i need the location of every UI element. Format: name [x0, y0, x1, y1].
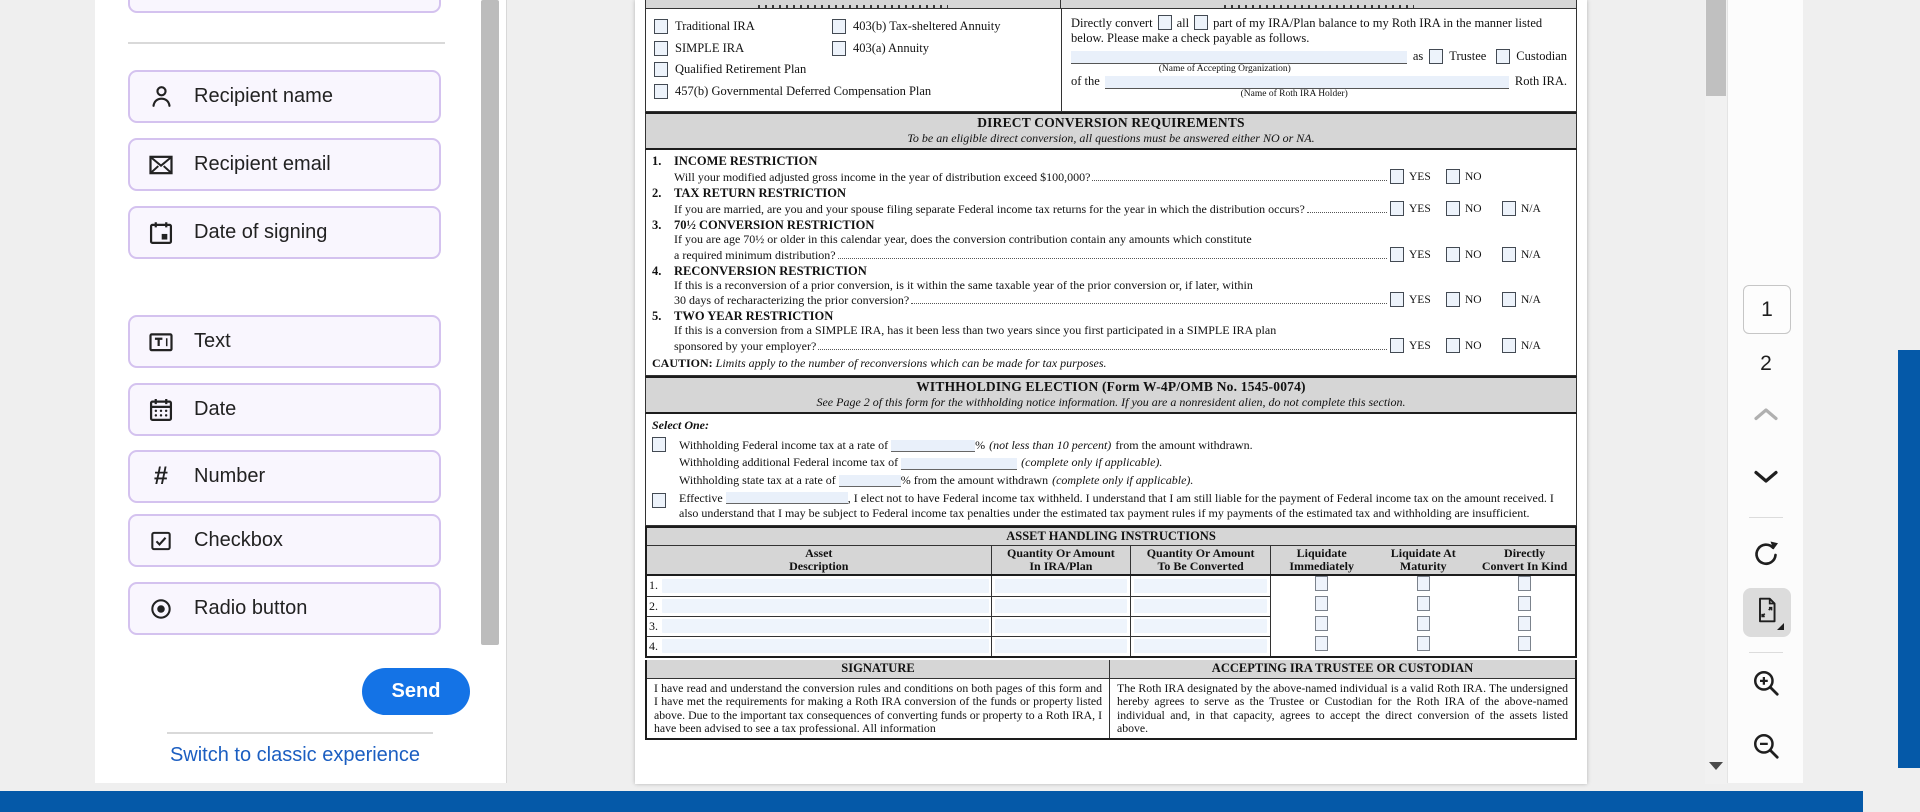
plan-label: 457(b) Governmental Deferred Compensation Plan [675, 83, 932, 98]
quantity-in-plan-field[interactable] [995, 599, 1128, 613]
plan-type-section [645, 9, 1577, 112]
signature-section [645, 660, 1577, 740]
quantity-in-plan-field[interactable] [995, 619, 1128, 633]
sidebar-item-label: Date [194, 398, 237, 420]
plan-option [654, 84, 931, 99]
checkbox-icon [146, 526, 176, 556]
option-text: from the amount withdrawn. [1115, 437, 1253, 452]
accepting-text: The Roth IRA designated by the above-named individual is a valid Roth IRA. The undersigned hereby agrees to serve as the Trustee or Custodian for the Roth IRA of the above-named individual and, in that capacity, agrees to accept the direct conversion of the assets listed above. [1117, 681, 1568, 735]
custodian-label: Custodian [1516, 49, 1567, 63]
sidebar-item-date[interactable] [128, 383, 441, 436]
column-header: Asset Description [646, 546, 991, 576]
footer-divider [167, 732, 433, 734]
simple-ira-checkbox[interactable] [654, 41, 668, 56]
convert-in-kind-checkbox[interactable] [1518, 636, 1531, 651]
withhold-rate-checkbox[interactable] [652, 437, 666, 452]
quantity-converted-field[interactable] [1134, 579, 1267, 593]
zoom-out-button[interactable] [1728, 731, 1804, 766]
column-header: Quantity Or Amount In IRA/Plan [991, 546, 1131, 576]
option-text: , I elect not to have Federal income tax withheld. I understand that I am still liable for the payment of Federal income tax on the amount received. I also understand that I may be subject to Federal income tax penalties under the estimated tax payment rules if my payments of the estimated tax and withholding are insufficient. [679, 491, 1554, 520]
field-pill-clipped[interactable] [128, 0, 441, 13]
option-note: (complete only if applicable). [1052, 472, 1194, 487]
row-number: 1. [649, 578, 658, 593]
liquidate-maturity-checkbox[interactable] [1417, 636, 1430, 651]
sidebar-divider [128, 42, 445, 44]
asset-row-1 [646, 575, 1576, 596]
liquidate-immediately-checkbox[interactable] [1315, 636, 1328, 651]
na-label: N/A [1521, 248, 1541, 261]
convert-text: Directly convert [1071, 16, 1153, 30]
option-text: Withholding additional Federal income tax of [679, 455, 899, 469]
sidebar-item-label: Number [194, 465, 266, 487]
envelope-icon [146, 150, 176, 180]
sidebar-item-label: Radio button [194, 597, 308, 619]
item-question: a required minimum distribution? [674, 247, 836, 262]
direct-conversion-body [645, 150, 1577, 376]
item-question: If you are age 70½ or older in this calendar year, does the conversion contribution contain any amounts which constitute [674, 232, 1252, 246]
rail-divider [1749, 652, 1783, 653]
previous-page-button[interactable] [1728, 405, 1804, 428]
person-icon [146, 82, 176, 112]
option-text: Withholding state tax at a rate of [679, 472, 836, 487]
sidebar-item-checkbox[interactable] [128, 514, 441, 567]
q3-na-checkbox[interactable] [1502, 247, 1516, 262]
no-label: NO [1465, 248, 1482, 261]
item-title: RECONVERSION RESTRICTION [674, 263, 867, 278]
q2-yes-checkbox[interactable] [1390, 201, 1404, 216]
asset-description-field[interactable] [662, 599, 989, 613]
calendar-icon [146, 395, 176, 425]
dropdown-corner-triangle [1777, 623, 1784, 630]
section-title: DIRECT CONVERSION REQUIREMENTS [977, 115, 1245, 130]
zoom-out-icon [1751, 731, 1781, 766]
457b-plan-checkbox[interactable] [654, 84, 668, 99]
sidebar-item-label: Text [194, 330, 231, 352]
quantity-in-plan-field[interactable] [995, 579, 1128, 593]
liquidate-maturity-checkbox[interactable] [1417, 596, 1430, 611]
asset-description-field[interactable] [662, 639, 989, 653]
section-subtitle: See Page 2 of this form for the withholding notice information. If you are a nonresident alien, do not complete this section. [816, 394, 1406, 409]
page-tools-rail [1727, 0, 1803, 783]
quantity-in-plan-field[interactable] [995, 639, 1128, 653]
item-title: TAX RETURN RESTRICTION [674, 186, 847, 200]
next-page-button[interactable] [1728, 468, 1804, 491]
withholding-option-rate [652, 437, 1568, 453]
asset-description-field[interactable] [662, 619, 989, 633]
state-percent-field[interactable] [839, 475, 901, 487]
document-scrollbar-thumb[interactable] [1706, 0, 1726, 96]
no-label: NO [1465, 294, 1482, 306]
sidebar-item-radio-button[interactable] [128, 582, 441, 635]
403b-annuity-checkbox[interactable] [832, 19, 846, 34]
section-subtitle: To be an eligible direct conversion, all questions must be answered either NO or NA. [907, 131, 1315, 145]
quantity-converted-field[interactable] [1134, 639, 1267, 653]
dotted-leader [838, 258, 1387, 259]
item-question: If this is a conversion from a SIMPLE IRA, has it been less than two years since you first participated in a SIMPLE IRA plan [674, 323, 1277, 337]
convert-all-label: all [1176, 16, 1190, 30]
option-note: (not less than 10 percent) [989, 437, 1112, 452]
sidebar-item-text[interactable] [128, 315, 441, 368]
text-icon [146, 327, 176, 357]
q5-yes-checkbox[interactable] [1390, 338, 1404, 353]
scrollbar-down-arrow-icon[interactable] [1709, 762, 1723, 770]
liquidate-immediately-checkbox[interactable] [1315, 576, 1328, 591]
calendar-sign-icon [146, 218, 176, 248]
select-one-label: Select One: [652, 417, 709, 432]
q5-na-checkbox[interactable] [1502, 338, 1516, 353]
direct-convert-instructions [1061, 9, 1576, 111]
rotate-page-button[interactable] [1728, 540, 1804, 575]
additional-amount-field[interactable] [901, 458, 1017, 470]
clipped-text [758, 5, 948, 8]
of-the-label: of the [1071, 74, 1100, 88]
caution-text: Limits apply to the number of reconversions which can be made for tax purposes. [715, 355, 1107, 370]
asset-row-3 [646, 616, 1576, 636]
liquidate-immediately-checkbox[interactable] [1315, 616, 1328, 631]
sidebar-item-date-of-signing[interactable] [128, 206, 441, 259]
column-header: Quantity Or Amount To Be Converted [1131, 546, 1271, 576]
item-question: If this is a reconversion of a prior conversion, is it within the same taxable year of the prior conversion or, if later, within [674, 277, 1253, 292]
pdf-page [635, 0, 1587, 784]
dotted-leader [818, 349, 1387, 350]
page-2-thumbnail[interactable]: 2 [1760, 352, 1772, 375]
asset-row-2 [646, 596, 1576, 616]
question-item-1 [652, 154, 1568, 184]
item-title: INCOME RESTRICTION [674, 154, 818, 168]
caution-label: CAUTION: [652, 355, 713, 370]
withholding-header [645, 376, 1577, 414]
send-button[interactable]: Send [362, 668, 470, 715]
zoom-in-button[interactable] [1728, 668, 1804, 703]
item-title: 70½ CONVERSION RESTRICTION [674, 218, 875, 232]
asset-description-field[interactable] [662, 579, 989, 593]
document-scrollbar[interactable] [1705, 0, 1727, 784]
signature-title: SIGNATURE [647, 660, 1109, 679]
fields-sidebar [95, 0, 507, 783]
item-number: 1. [652, 154, 662, 168]
section-title: WITHHOLDING ELECTION (Form W-4P/OMB No. 1545-0074) [916, 378, 1306, 394]
convert-part-checkbox[interactable] [1194, 15, 1208, 30]
trustee-label: Trustee [1449, 49, 1487, 63]
question-item-5 [652, 309, 1568, 353]
na-label: N/A [1521, 294, 1541, 306]
clipped-text [1224, 5, 1414, 8]
table-title: ASSET HANDLING INSTRUCTIONS [646, 527, 1576, 546]
no-label: NO [1465, 339, 1482, 352]
yes-label: YES [1409, 171, 1431, 183]
item-question: sponsored by your employer? [674, 338, 817, 353]
dotted-leader [1307, 212, 1387, 213]
item-question: If you are married, are you and your spouse filing separate Federal income tax returns for the year in which the distribution occurs? [674, 202, 1305, 216]
asset-handling-table [645, 526, 1577, 658]
rotate-icon [1751, 540, 1781, 575]
roth-ira-label: Roth IRA. [1514, 74, 1567, 88]
quantity-converted-field[interactable] [1134, 599, 1267, 613]
sidebar-item-recipient-name[interactable] [128, 70, 441, 123]
na-label: N/A [1521, 203, 1541, 215]
plan-option [832, 19, 1000, 34]
sidebar-item-label: Checkbox [194, 529, 283, 551]
withholding-option-additional [652, 456, 1568, 470]
column-header: Liquidate At Maturity [1372, 546, 1474, 576]
withholding-body [645, 414, 1577, 527]
q3-no-checkbox[interactable] [1446, 247, 1460, 262]
row-number: 4. [649, 638, 658, 653]
na-label: N/A [1521, 339, 1541, 352]
sidebar-item-recipient-email[interactable] [128, 138, 441, 191]
sidebar-scrollbar-thumb[interactable] [481, 0, 499, 645]
dotted-leader [1092, 180, 1387, 181]
convert-in-kind-checkbox[interactable] [1518, 596, 1531, 611]
asset-row-4 [646, 636, 1576, 657]
column-header: Directly Convert In Kind [1474, 546, 1576, 576]
quantity-converted-field[interactable] [1134, 619, 1267, 633]
plan-option [832, 41, 929, 56]
liquidate-immediately-checkbox[interactable] [1315, 596, 1328, 611]
org-caption: (Name of Accepting Organization) [1158, 64, 1291, 74]
sidebar-item-label: Recipient name [194, 85, 333, 107]
page-display-mode-button[interactable] [1743, 588, 1791, 637]
option-text: Effective [679, 491, 723, 505]
option-text: % [975, 437, 986, 452]
option-note: (complete only if applicable). [1021, 455, 1163, 469]
roth-ira-holder-field[interactable] [1105, 76, 1509, 89]
q4-yes-checkbox[interactable] [1390, 292, 1404, 307]
no-withholding-checkbox[interactable] [652, 493, 666, 508]
question-item-3 [652, 218, 1568, 262]
accepting-title: ACCEPTING IRA TRUSTEE OR CUSTODIAN [1110, 660, 1575, 679]
clipped-section-header [645, 0, 1577, 9]
row-number: 3. [649, 618, 658, 633]
liquidate-maturity-checkbox[interactable] [1417, 616, 1430, 631]
no-label: NO [1465, 171, 1482, 183]
q1-no-checkbox[interactable] [1446, 169, 1460, 184]
liquidate-maturity-checkbox[interactable] [1417, 576, 1430, 591]
custodian-checkbox[interactable] [1496, 49, 1510, 64]
403a-annuity-checkbox[interactable] [832, 41, 846, 56]
item-title: TWO YEAR RESTRICTION [674, 309, 834, 323]
rate-percent-field[interactable] [891, 440, 975, 452]
holder-caption: (Name of Roth IRA Holder) [1240, 89, 1348, 99]
hash-icon: # [154, 462, 168, 490]
plan-label: 403(a) Annuity [853, 40, 930, 55]
item-number: 5. [652, 309, 662, 323]
table-header-row [646, 546, 1576, 576]
ira-conversion-form [645, 0, 1577, 740]
rail-divider [1749, 517, 1783, 518]
q2-na-checkbox[interactable] [1502, 201, 1516, 216]
sidebar-item-label: Date of signing [194, 221, 328, 243]
item-number: 3. [652, 218, 662, 232]
yes-label: YES [1409, 294, 1431, 306]
question-item-4 [652, 264, 1568, 308]
item-number: 2. [652, 186, 662, 200]
right-edge-panel [1898, 350, 1920, 768]
convert-text: part of my IRA/Plan balance to my Roth IRA in the manner listed below. Please make a check payable as follows. [1071, 16, 1543, 45]
effective-date-field[interactable] [726, 492, 848, 504]
footer-bar [0, 791, 1863, 812]
option-text: Withholding Federal income tax at a rate of [679, 437, 889, 452]
q5-no-checkbox[interactable] [1446, 338, 1460, 353]
convert-in-kind-checkbox[interactable] [1518, 576, 1531, 591]
chevron-up-icon [1752, 405, 1780, 428]
dotted-leader [911, 303, 1387, 304]
sidebar-item-number[interactable] [128, 450, 441, 503]
plan-option [654, 41, 832, 56]
sidebar-item-label: Recipient email [194, 153, 331, 175]
convert-all-checkbox[interactable] [1158, 15, 1172, 30]
zoom-in-icon [1751, 668, 1781, 703]
chevron-down-icon [1752, 468, 1780, 491]
accepting-organization-field[interactable] [1071, 51, 1407, 64]
traditional-ira-checkbox[interactable] [654, 19, 668, 34]
withholding-option-state [652, 474, 1568, 488]
q1-yes-checkbox[interactable] [1390, 169, 1404, 184]
caution-note [652, 356, 1568, 371]
q2-no-checkbox[interactable] [1446, 201, 1460, 216]
plan-option [654, 19, 832, 34]
radio-icon [146, 594, 176, 624]
plan-label: Traditional IRA [675, 19, 755, 34]
item-question: Will your modified adjusted gross income in the year of distribution exceed $100,000? [674, 170, 1091, 184]
signature-text: I have read and understand the conversion rules and conditions on both pages of this form and I have met the requirements for making a Roth IRA conversion of the funds or property listed above. Due to the important tax consequences of converting funds or property to a Roth IRA, I have been advised to see a tax professional. All information [654, 681, 1102, 735]
yes-label: YES [1409, 248, 1431, 261]
withholding-option-none [652, 491, 1568, 521]
switch-to-classic-link[interactable]: Switch to classic experience [169, 744, 421, 766]
q3-yes-checkbox[interactable] [1390, 247, 1404, 262]
question-item-2 [652, 186, 1568, 216]
q4-no-checkbox[interactable] [1446, 292, 1460, 307]
qualified-retirement-plan-checkbox[interactable] [654, 62, 668, 77]
as-label: as [1412, 49, 1424, 63]
plan-option [654, 62, 806, 77]
row-number: 2. [649, 598, 658, 613]
q4-na-checkbox[interactable] [1502, 292, 1516, 307]
trustee-checkbox[interactable] [1429, 49, 1443, 64]
current-page-indicator[interactable]: 1 [1743, 285, 1791, 334]
plan-type-checkboxes [646, 9, 1061, 111]
item-question: 30 days of recharacterizing the prior conversion? [674, 293, 910, 307]
plan-label: 403(b) Tax-sheltered Annuity [853, 19, 1001, 34]
plan-label: Qualified Retirement Plan [675, 62, 807, 77]
item-number: 4. [652, 263, 662, 278]
option-text: % from the amount withdrawn [900, 472, 1049, 487]
no-label: NO [1465, 203, 1482, 215]
accepting-column [1110, 660, 1575, 738]
direct-conversion-header [645, 112, 1577, 150]
column-header: Liquidate Immediately [1270, 546, 1372, 576]
yes-label: YES [1409, 339, 1431, 352]
convert-in-kind-checkbox[interactable] [1518, 616, 1531, 631]
signature-column [647, 660, 1110, 738]
plan-label: SIMPLE IRA [675, 40, 745, 55]
yes-label: YES [1409, 203, 1431, 215]
